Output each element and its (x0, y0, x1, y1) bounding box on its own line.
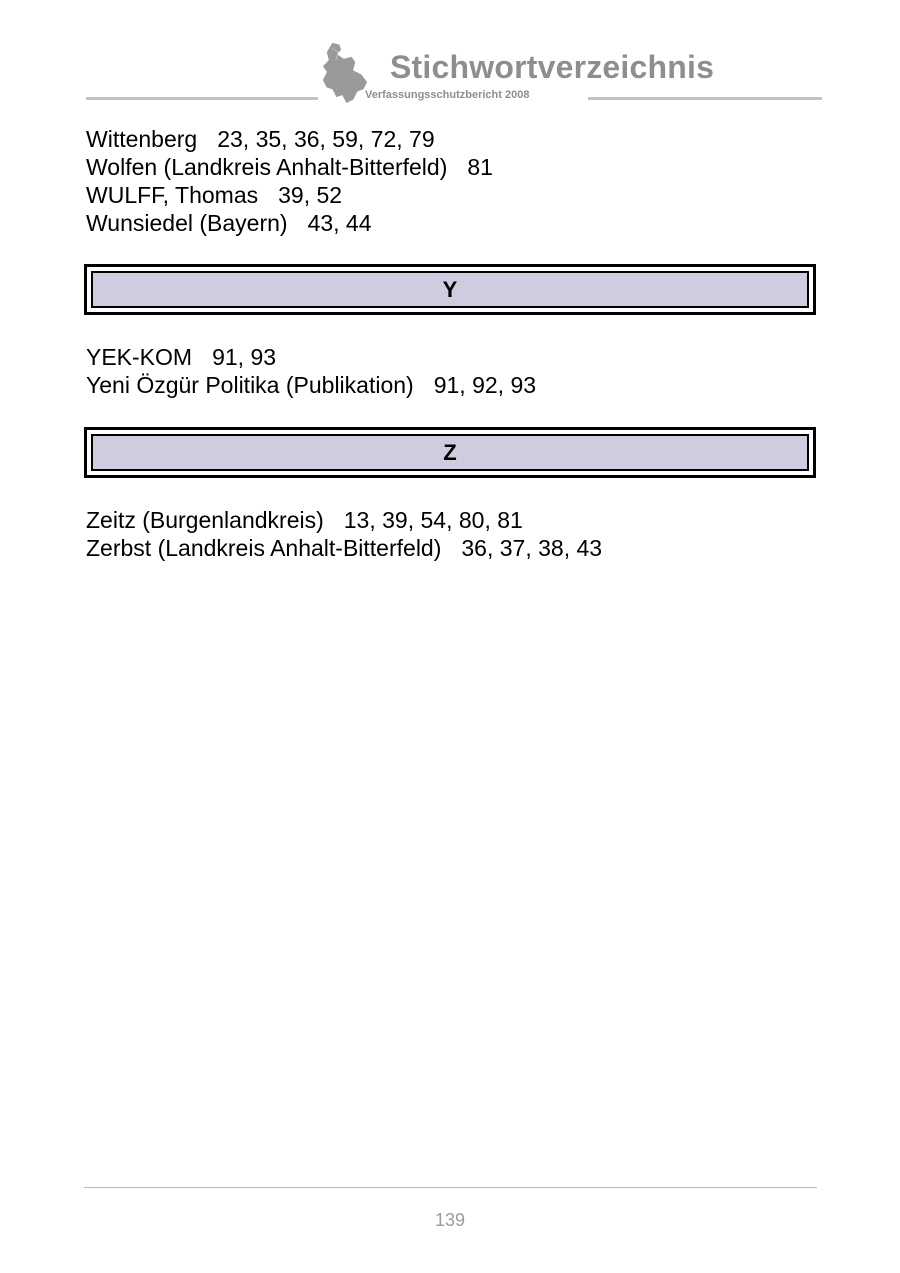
entry-term: Zeitz (Burgenlandkreis) (86, 507, 324, 533)
entry-term: WULFF, Thomas (86, 182, 259, 208)
footer-rule (84, 1187, 817, 1188)
header-subtitle: Verfassungsschutzbericht 2008 (365, 89, 530, 101)
entry-term: Wunsiedel (Bayern) (86, 210, 288, 236)
entry-pages: 81 (467, 154, 493, 180)
entry-pages: 91, 92, 93 (433, 372, 537, 398)
index-entry (86, 181, 816, 209)
entry-pages: 43, 44 (307, 210, 372, 236)
index-entry (86, 153, 816, 181)
letter-heading-label: Y (91, 271, 809, 308)
index-entry (86, 371, 816, 399)
index-entry (86, 506, 816, 534)
entry-pages: 36, 37, 38, 43 (461, 535, 603, 561)
letter-heading-z (84, 427, 816, 478)
entry-term: Yeni Özgür Politika (Publikation) (86, 372, 414, 398)
entry-pages: 91, 93 (212, 344, 277, 370)
index-section-z (86, 506, 816, 562)
index-section-w (86, 125, 816, 237)
entry-pages: 13, 39, 54, 80, 81 (343, 507, 523, 533)
page-header (0, 0, 900, 110)
entry-term: YEK-KOM (86, 344, 193, 370)
header-title: Stichwortverzeichnis (390, 49, 715, 85)
entry-term: Wittenberg (86, 126, 198, 152)
letter-heading-y (84, 264, 816, 315)
index-entry (86, 534, 816, 562)
letter-heading-label: Z (91, 434, 809, 471)
index-section-y (86, 343, 816, 399)
saxony-anhalt-map-icon (318, 40, 372, 106)
index-entry (86, 343, 816, 371)
page-number: 139 (434, 1210, 466, 1230)
index-entry (86, 209, 816, 237)
header-rule-left (86, 97, 318, 100)
entry-pages: 23, 35, 36, 59, 72, 79 (217, 126, 435, 152)
header-rule-right (588, 97, 822, 100)
entry-term: Wolfen (Landkreis Anhalt-Bitterfeld) (86, 154, 448, 180)
entry-term: Zerbst (Landkreis Anhalt-Bitterfeld) (86, 535, 442, 561)
index-entry (86, 125, 816, 153)
entry-pages: 39, 52 (278, 182, 343, 208)
